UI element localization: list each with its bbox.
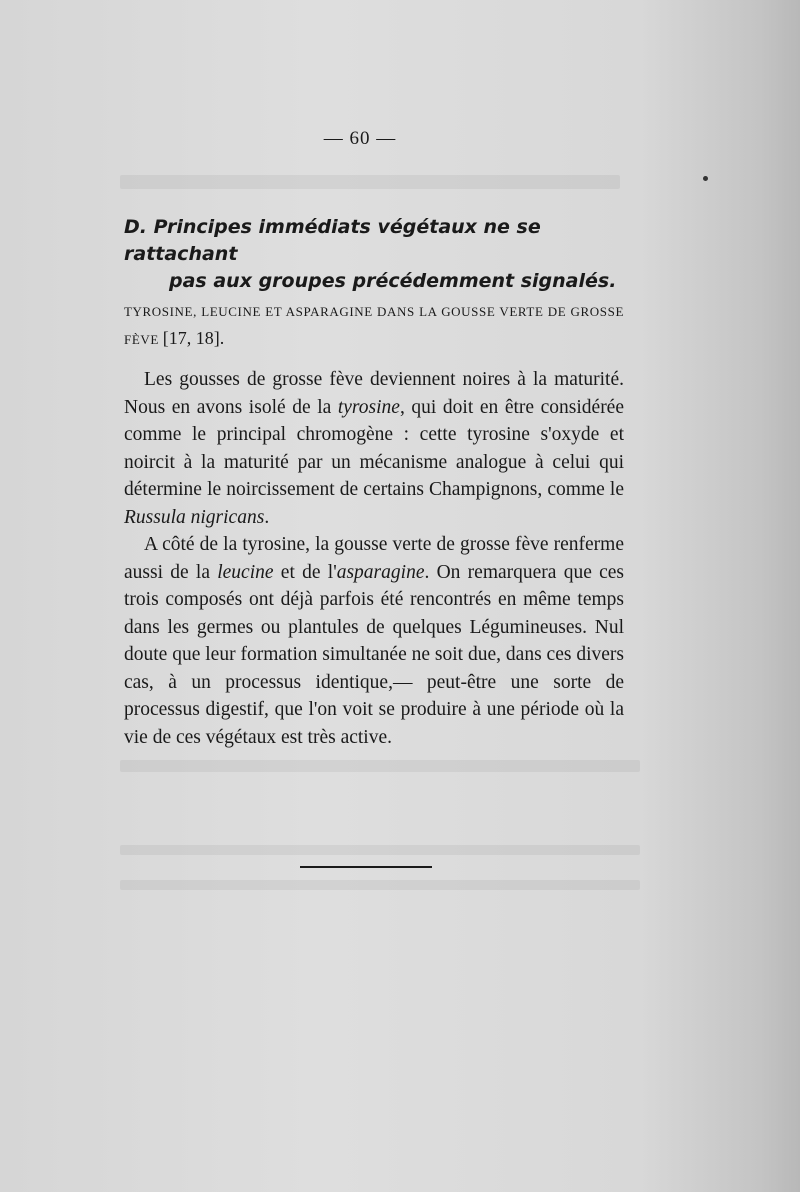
show-through-mark — [120, 175, 620, 189]
italic-term: leucine — [217, 561, 274, 583]
page-number: — 60 — — [323, 128, 397, 149]
paragraph-text: . On remarquera que ces trois composés ont déjà parfois été rencontrés en même temps dans les germes ou plantules de quelques Légumineuses. Nul doute que leur formation simultanée ne soit due, dans ces divers cas, à un processus identique,— peut-être une sorte de processus digestif, que l'on voit se produire à une période où la vie de ces végétaux est très active. — [124, 561, 624, 748]
paragraph — [124, 531, 624, 751]
subheading-text: TYROSINE, LEUCINE ET ASPARAGINE DANS LA GOUSSE VERTE DE GROSSE FÈVE — [124, 304, 624, 347]
section-subheading — [124, 298, 624, 353]
italic-term: tyrosine — [337, 396, 400, 418]
show-through-mark — [120, 760, 640, 772]
paragraph-text: Les gousses de grosse fève deviennent noires à la maturité. Nous en avons isolé de la — [124, 369, 624, 418]
section-heading — [124, 214, 644, 295]
italic-term: asparagine — [336, 561, 425, 583]
paragraph-text: A côté de la tyrosine, la gousse verte de grosse fève renferme aussi de la — [124, 534, 624, 583]
subheading-references: [17, 18]. — [162, 328, 225, 348]
paragraph-text: , qui doit en être considérée comme le principal chromogène : cette tyrosine s'oxyde et noircit à la maturité par un mécanisme analogue à celui qui détermine le noircissement de certains Champignons, comme le — [124, 396, 624, 500]
paragraph — [124, 366, 624, 531]
body-text — [124, 366, 624, 751]
heading-line-2: pas aux groupes précédemment signalés. — [169, 270, 617, 292]
show-through-mark — [120, 880, 640, 890]
paragraph-text: et de l' — [273, 561, 337, 583]
ink-speck — [703, 176, 708, 181]
end-rule — [300, 866, 432, 868]
show-through-mark — [120, 845, 640, 855]
italic-term: Russula nigricans — [124, 506, 265, 528]
heading-line-1: D. Principes immédiats végétaux ne se rattachant — [124, 216, 541, 265]
paragraph-text: . — [264, 506, 270, 528]
